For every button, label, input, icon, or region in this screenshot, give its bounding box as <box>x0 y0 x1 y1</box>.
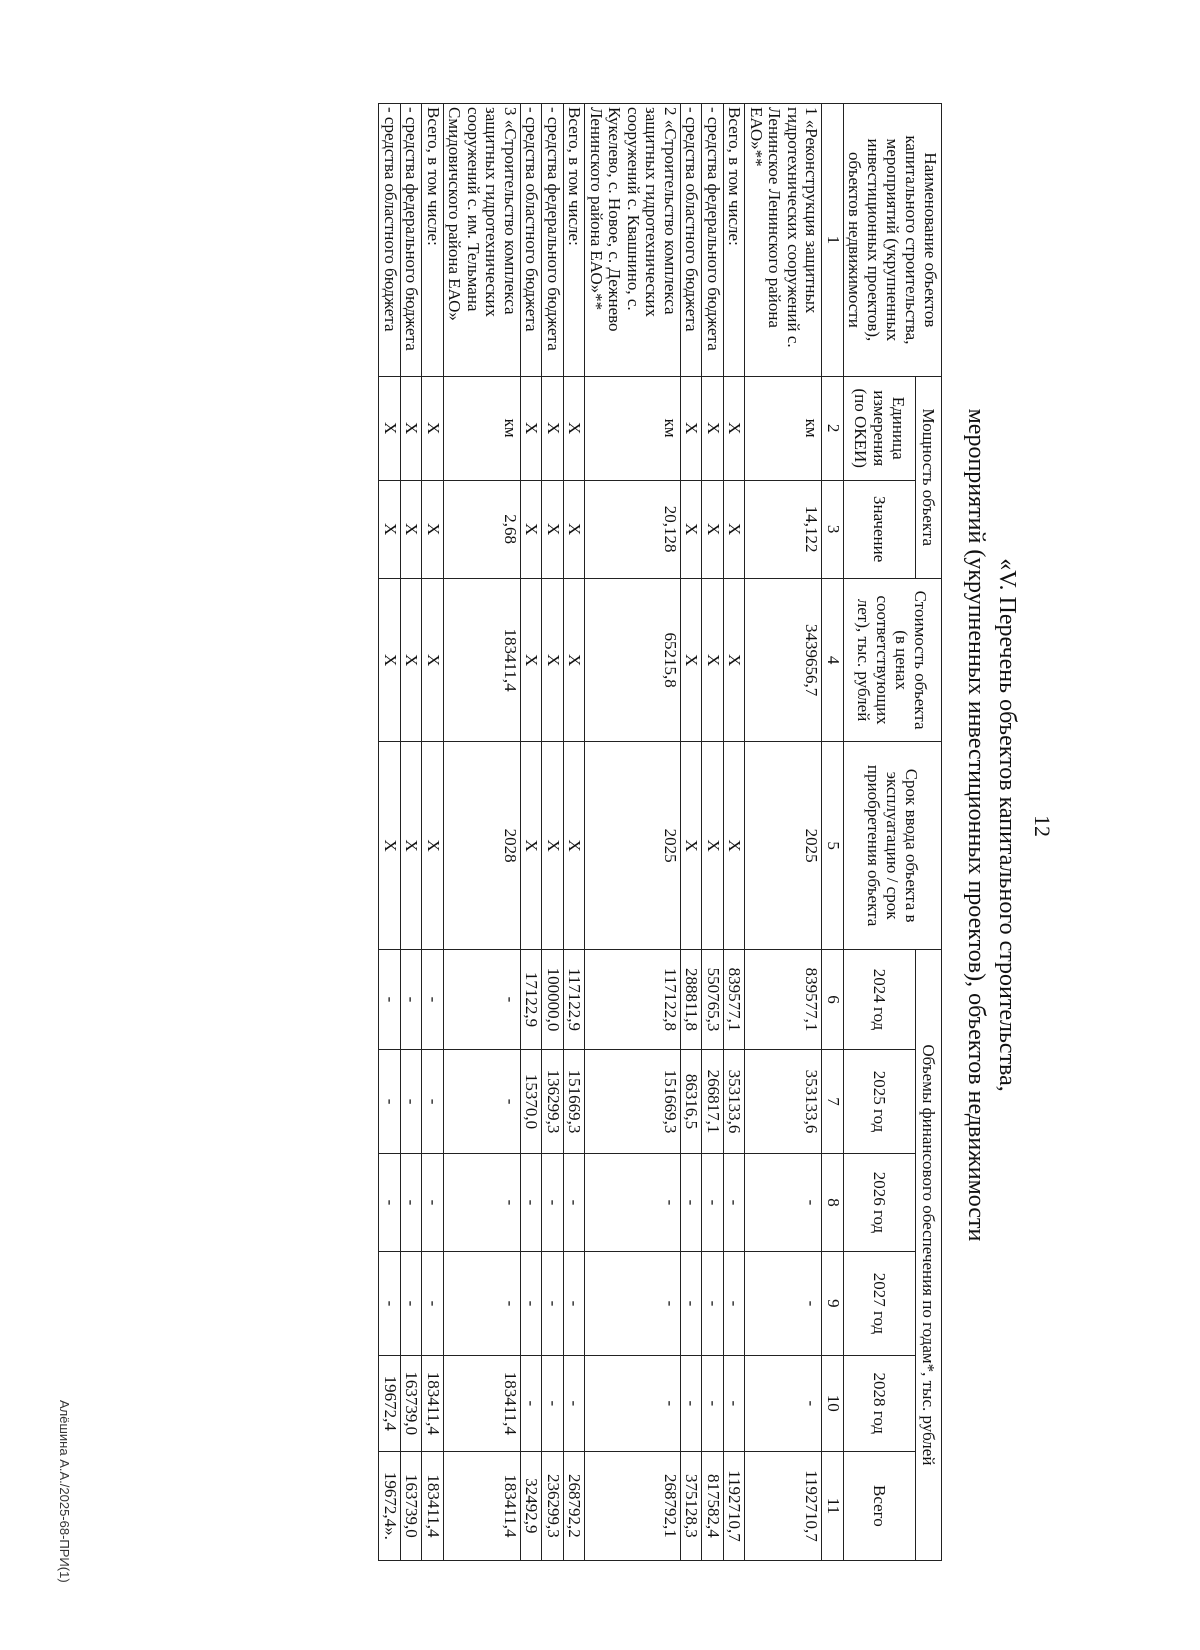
cell-y2025: - <box>422 1050 444 1154</box>
cell-total: 32492,9 <box>521 1451 543 1560</box>
cell-unit: Х <box>401 376 423 480</box>
cell-y2026: - <box>401 1153 423 1251</box>
table-row <box>702 104 724 1561</box>
cell-value: Х <box>401 480 423 578</box>
cell-y2027: - <box>379 1252 401 1356</box>
cell-unit: Х <box>542 376 564 480</box>
cell-term: 2025 <box>745 742 822 949</box>
cell-cost: Х <box>422 578 444 742</box>
cell-y2026: - <box>702 1153 724 1251</box>
cell-term: 2025 <box>585 742 681 949</box>
cell-y2026: - <box>379 1153 401 1251</box>
table-row <box>422 104 444 1561</box>
cell-value: Х <box>702 480 724 578</box>
cell-y2025: 353133,6 <box>724 1050 746 1154</box>
cell-name: Всего, в том числе: <box>724 104 746 377</box>
cell-unit: км <box>745 376 822 480</box>
header-2026: 2026 год <box>844 1153 916 1251</box>
cell-name: Всего, в том числе: <box>422 104 444 377</box>
cell-unit: Х <box>681 376 703 480</box>
cell-y2024: 288811,8 <box>681 949 703 1049</box>
cell-y2028: 19672,4 <box>379 1355 401 1451</box>
cell-y2028: - <box>564 1355 586 1451</box>
cell-term: Х <box>702 742 724 949</box>
cell-value: Х <box>724 480 746 578</box>
table-row <box>444 104 521 1561</box>
cell-unit: Х <box>521 376 543 480</box>
cell-y2028: 163739,0 <box>401 1355 423 1451</box>
cell-y2026: - <box>585 1153 681 1251</box>
cell-y2025: - <box>401 1050 423 1154</box>
cell-y2025: 151669,3 <box>585 1050 681 1154</box>
cell-y2024: 839577,1 <box>724 949 746 1049</box>
cell-term: Х <box>564 742 586 949</box>
cell-y2024: 100000,0 <box>542 949 564 1049</box>
column-number: 1 <box>822 104 844 377</box>
cell-y2027: - <box>564 1252 586 1356</box>
cell-cost: Х <box>724 578 746 742</box>
column-number: 5 <box>822 742 844 949</box>
title-line-2: мероприятий (укрупненных инвестиционных проектов), объектов недвижимости <box>963 408 989 1242</box>
cell-y2028: - <box>585 1355 681 1451</box>
table-row <box>681 104 703 1561</box>
cell-y2025: - <box>444 1050 521 1154</box>
header-name: Наименование объектов капитального строительства, мероприятий (укрупненных инвестиционных проектов), объектов недвижимости <box>844 104 942 377</box>
cell-y2026: - <box>724 1153 746 1251</box>
table-row <box>521 104 543 1561</box>
cell-name: Всего, в том числе: <box>564 104 586 377</box>
cell-value: 14,122 <box>745 480 822 578</box>
cell-value: Х <box>422 480 444 578</box>
cell-y2027: - <box>702 1252 724 1356</box>
cell-y2026: - <box>542 1153 564 1251</box>
column-number: 3 <box>822 480 844 578</box>
cell-y2027: - <box>724 1252 746 1356</box>
cell-y2024: 17122,9 <box>521 949 543 1049</box>
cell-name: - средства областного бюджета <box>681 104 703 377</box>
column-number: 7 <box>822 1050 844 1154</box>
cell-total: 268792,1 <box>585 1451 681 1560</box>
cell-y2027: - <box>745 1252 822 1356</box>
table-row <box>564 104 586 1561</box>
column-number: 9 <box>822 1252 844 1356</box>
column-number: 10 <box>822 1355 844 1451</box>
table-row <box>745 104 822 1561</box>
cell-value: Х <box>521 480 543 578</box>
cell-total: 163739,0 <box>401 1451 423 1560</box>
cell-y2024: - <box>401 949 423 1049</box>
cell-term: Х <box>401 742 423 949</box>
table-row <box>585 104 681 1561</box>
cell-name: 2 «Строительство комплекса защитных гидротехнических сооружений с. Квашнино, с. Кукелево, с. Новое, с. Дежнево Ленинского района ЕАО»** <box>585 104 681 377</box>
cell-y2024: - <box>422 949 444 1049</box>
title-line-1: «V. Перечень объектов капитального строительства, <box>994 558 1020 1092</box>
header-value: Значение <box>844 480 916 578</box>
cell-cost: Х <box>702 578 724 742</box>
cell-cost: Х <box>564 578 586 742</box>
cell-unit: км <box>585 376 681 480</box>
cell-cost: 3439656,7 <box>745 578 822 742</box>
cell-y2024: 839577,1 <box>745 949 822 1049</box>
objects-table <box>379 103 943 1561</box>
cell-y2026: - <box>422 1153 444 1251</box>
cell-value: Х <box>564 480 586 578</box>
cell-y2028: - <box>724 1355 746 1451</box>
cell-cost: Х <box>401 578 423 742</box>
header-funding: Объемы финансового обеспечения по годам*, тыс. рублей <box>915 949 941 1560</box>
column-number: 6 <box>822 949 844 1049</box>
cell-y2024: - <box>444 949 521 1049</box>
table-row <box>724 104 746 1561</box>
cell-y2025: 86316,5 <box>681 1050 703 1154</box>
cell-total: 1192710,7 <box>724 1451 746 1560</box>
cell-total: 183411,4 <box>444 1451 521 1560</box>
cell-name: - средства федерального бюджета <box>702 104 724 377</box>
cell-term: Х <box>422 742 444 949</box>
cell-y2024: - <box>379 949 401 1049</box>
cell-y2028: 183411,4 <box>422 1355 444 1451</box>
cell-term: Х <box>681 742 703 949</box>
cell-unit: Х <box>422 376 444 480</box>
table-row <box>379 104 401 1561</box>
header-cost: Стоимость объекта (в ценах соответствующих лет), тыс. рублей <box>844 578 942 742</box>
cell-name: - средства федерального бюджета <box>401 104 423 377</box>
cell-value: 20,128 <box>585 480 681 578</box>
cell-y2024: 117122,8 <box>585 949 681 1049</box>
table-row <box>542 104 564 1561</box>
cell-y2024: 550765,3 <box>702 949 724 1049</box>
cell-total: 19672,4». <box>379 1451 401 1560</box>
cell-y2025: 15370,0 <box>521 1050 543 1154</box>
cell-y2025: 151669,3 <box>564 1050 586 1154</box>
cell-y2027: - <box>422 1252 444 1356</box>
header-unit: Единица измерения (по ОКЕИ) <box>844 376 916 480</box>
cell-name: - средства федерального бюджета <box>542 104 564 377</box>
cell-y2027: - <box>542 1252 564 1356</box>
cell-total: 183411,4 <box>422 1451 444 1560</box>
cell-unit: км <box>444 376 521 480</box>
cell-y2028: 183411,4 <box>444 1355 521 1451</box>
cell-cost: Х <box>379 578 401 742</box>
cell-term: Х <box>542 742 564 949</box>
cell-cost: 183411,4 <box>444 578 521 742</box>
cell-y2027: - <box>444 1252 521 1356</box>
cell-y2028: - <box>745 1355 822 1451</box>
cell-y2026: - <box>521 1153 543 1251</box>
cell-term: 2028 <box>444 742 521 949</box>
cell-y2028: - <box>542 1355 564 1451</box>
cell-y2028: - <box>702 1355 724 1451</box>
cell-value: 2,68 <box>444 480 521 578</box>
cell-y2027: - <box>521 1252 543 1356</box>
cell-value: Х <box>542 480 564 578</box>
column-number: 2 <box>822 376 844 480</box>
cell-y2027: - <box>401 1252 423 1356</box>
cell-y2026: - <box>564 1153 586 1251</box>
cell-term: Х <box>521 742 543 949</box>
cell-total: 817582,4 <box>702 1451 724 1560</box>
cell-name: - средства областного бюджета <box>521 104 543 377</box>
cell-y2026: - <box>681 1153 703 1251</box>
header-total: Всего <box>844 1451 916 1560</box>
header-capacity: Мощность объекта <box>915 376 941 578</box>
cell-y2028: - <box>521 1355 543 1451</box>
cell-unit: Х <box>379 376 401 480</box>
header-2025: 2025 год <box>844 1050 916 1154</box>
cell-y2028: - <box>681 1355 703 1451</box>
table-body <box>379 104 822 1561</box>
cell-y2025: 136299,3 <box>542 1050 564 1154</box>
cell-value: Х <box>379 480 401 578</box>
cell-y2027: - <box>585 1252 681 1356</box>
cell-y2024: 117122,9 <box>564 949 586 1049</box>
header-2028: 2028 год <box>844 1355 916 1451</box>
cell-total: 236299,3 <box>542 1451 564 1560</box>
cell-unit: Х <box>564 376 586 480</box>
column-number: 11 <box>822 1451 844 1560</box>
cell-y2025: 266817,1 <box>702 1050 724 1154</box>
header-2024: 2024 год <box>844 949 916 1049</box>
cell-name: 3 «Строительство комплекса защитных гидротехнических сооружений с. им. Тельмана Смидовичского района ЕАО» <box>444 104 521 377</box>
cell-cost: 65215,8 <box>585 578 681 742</box>
column-number: 4 <box>822 578 844 742</box>
cell-cost: Х <box>521 578 543 742</box>
cell-y2027: - <box>681 1252 703 1356</box>
column-numbers-row <box>822 104 844 1561</box>
cell-term: Х <box>724 742 746 949</box>
footer-document-id: Алёшина А.А./2025-68-ПРИ(1) <box>57 1400 72 1583</box>
cell-cost: Х <box>681 578 703 742</box>
cell-unit: Х <box>702 376 724 480</box>
cell-name: 1 «Реконструкция защитных гидротехнических сооружений с. Ленинское Ленинского района ЕАО»** <box>745 104 822 377</box>
cell-total: 1192710,7 <box>745 1451 822 1560</box>
page-number: 12 <box>1030 815 1055 837</box>
header-2027: 2027 год <box>844 1252 916 1356</box>
cell-total: 268792,2 <box>564 1451 586 1560</box>
table-row <box>401 104 423 1561</box>
cell-term: Х <box>379 742 401 949</box>
cell-y2025: - <box>379 1050 401 1154</box>
cell-y2026: - <box>745 1153 822 1251</box>
cell-name: - средства областного бюджета <box>379 104 401 377</box>
document-title <box>960 100 1022 1550</box>
cell-cost: Х <box>542 578 564 742</box>
header-term: Срок ввода объекта в эксплуатацию / срок приобретения объекта <box>844 742 942 949</box>
cell-total: 375128,3 <box>681 1451 703 1560</box>
cell-y2025: 353133,6 <box>745 1050 822 1154</box>
cell-y2026: - <box>444 1153 521 1251</box>
cell-value: Х <box>681 480 703 578</box>
column-number: 8 <box>822 1153 844 1251</box>
cell-unit: Х <box>724 376 746 480</box>
